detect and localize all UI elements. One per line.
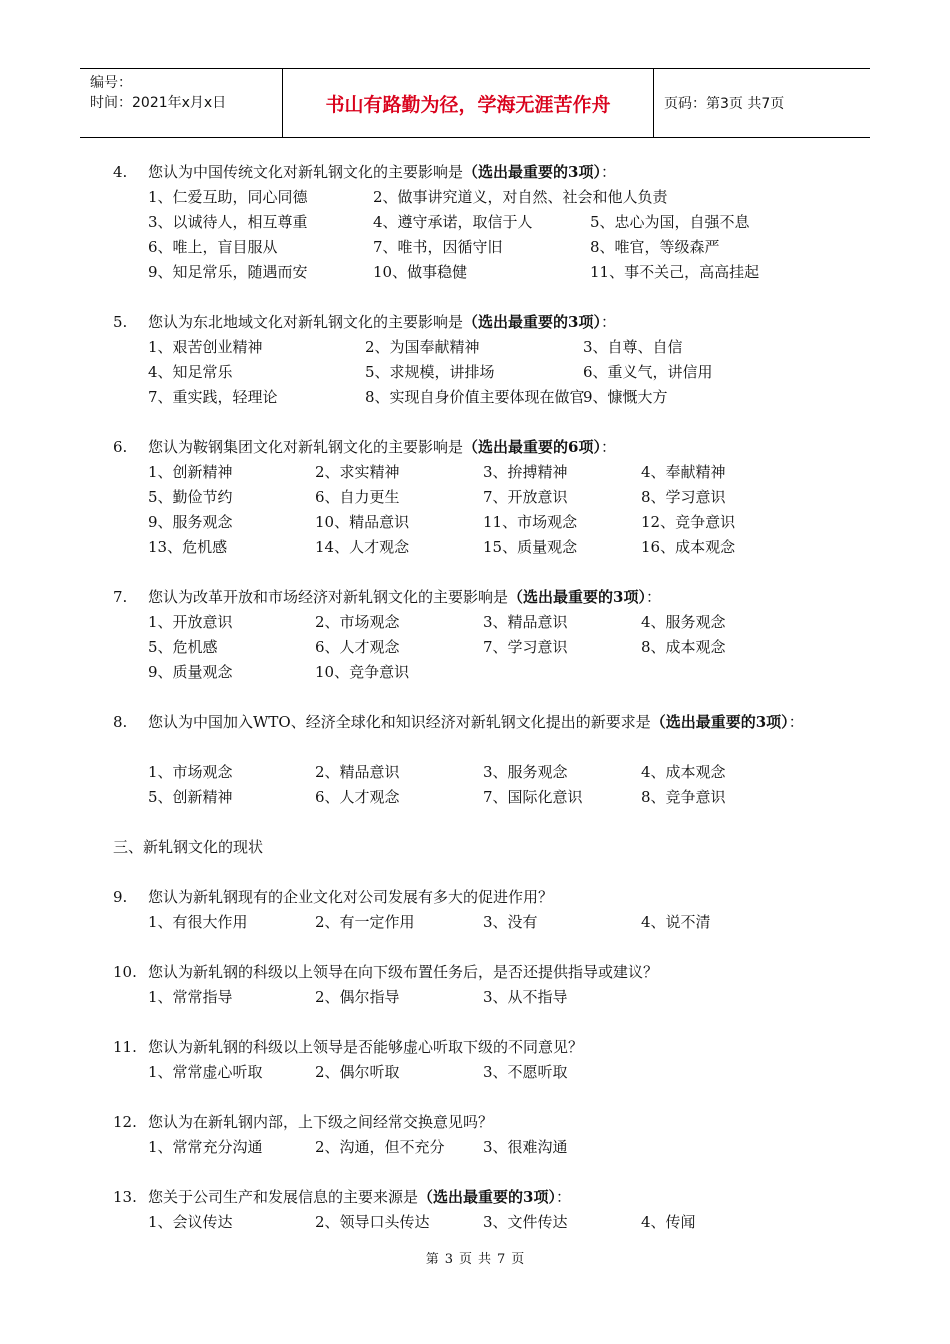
option-row: [113, 1135, 853, 1160]
option-item: 1、市场观念: [148, 763, 233, 781]
option-row: [113, 485, 853, 510]
option-row: [113, 360, 853, 385]
option-item: 1、开放意识: [148, 613, 233, 631]
question-line: [113, 310, 853, 335]
question-line: [113, 435, 853, 460]
option-item: 2、偶尔听取: [315, 1063, 400, 1081]
header-motto: 书山有路勤为径，学海无涯苦作舟: [282, 69, 654, 137]
question-text: 您认为改革开放和市场经济对新轧钢文化的主要影响是（选出最重要的3项）：: [148, 588, 661, 606]
option-row: [113, 260, 853, 285]
option-item: 8、竞争意识: [641, 788, 726, 806]
question-number: 5.: [113, 313, 128, 331]
option-item: 3、服务观念: [483, 763, 568, 781]
option-row: [113, 385, 853, 410]
question-line: [113, 710, 853, 760]
option-item: 9、慷慨大方: [583, 388, 668, 406]
option-item: 4、传闻: [641, 1213, 696, 1231]
question-text: 您关于公司生产和发展信息的主要来源是（选出最重要的3项）：: [148, 1188, 571, 1206]
option-row: [113, 785, 853, 810]
option-item: 7、国际化意识: [483, 788, 583, 806]
question-6: [113, 435, 853, 560]
option-item: 3、拚搏精神: [483, 463, 568, 481]
option-item: 3、自尊、自信: [583, 338, 683, 356]
option-item: 11、事不关己，高高挂起: [590, 263, 760, 281]
question-group-b: [113, 885, 853, 1235]
option-item: 9、质量观念: [148, 663, 233, 681]
date-label: 时间：2021年x月x日: [90, 95, 227, 111]
option-item: 2、市场观念: [315, 613, 400, 631]
question-10: [113, 960, 853, 1010]
option-item: 4、说不清: [641, 913, 711, 931]
option-row: [113, 910, 853, 935]
question-group-a: [113, 160, 853, 685]
question-11: [113, 1035, 853, 1085]
option-rows: [113, 760, 853, 810]
header-meta: [80, 69, 282, 137]
option-item: 4、奉献精神: [641, 463, 726, 481]
option-item: 16、成本观念: [641, 538, 736, 556]
option-item: 14、人才观念: [315, 538, 410, 556]
option-item: 1、常常指导: [148, 988, 233, 1006]
option-item: 7、唯书，因循守旧: [373, 238, 503, 256]
option-item: 11、市场观念: [483, 513, 578, 531]
option-item: 7、开放意识: [483, 488, 568, 506]
question-13: [113, 1185, 853, 1235]
option-item: 6、唯上，盲目服从: [148, 238, 278, 256]
option-row: [113, 185, 853, 210]
option-item: 3、文件传达: [483, 1213, 568, 1231]
question-text: 您认为东北地域文化对新轧钢文化的主要影响是（选出最重要的3项）：: [148, 313, 616, 331]
option-item: 3、不愿听取: [483, 1063, 568, 1081]
option-item: 2、做事讲究道义，对自然、社会和他人负责: [373, 188, 668, 206]
option-item: 10、竞争意识: [315, 663, 410, 681]
question-8: [113, 710, 853, 810]
question-text: 您认为新轧钢现有的企业文化对公司发展有多大的促进作用？: [148, 888, 554, 906]
option-item: 3、很难沟通: [483, 1138, 568, 1156]
option-item: 6、自力更生: [315, 488, 400, 506]
option-item: 12、竞争意识: [641, 513, 736, 531]
option-item: 4、知足常乐: [148, 363, 233, 381]
option-row: [113, 985, 853, 1010]
option-item: 2、偶尔指导: [315, 988, 400, 1006]
question-line: [113, 885, 853, 910]
question-text: 您认为鞍钢集团文化对新轧钢文化的主要影响是（选出最重要的6项）：: [148, 438, 616, 456]
option-item: 8、成本观念: [641, 638, 726, 656]
question-number: 12.: [113, 1113, 137, 1131]
question-number: 7.: [113, 588, 128, 606]
option-item: 2、精品意识: [315, 763, 400, 781]
option-item: 5、创新精神: [148, 788, 233, 806]
section-heading: 三、新轧钢文化的现状: [113, 838, 264, 856]
option-item: 3、没有: [483, 913, 538, 931]
option-item: 1、常常虚心听取: [148, 1063, 263, 1081]
option-item: 1、会议传达: [148, 1213, 233, 1231]
question-line: [113, 585, 853, 610]
option-row: [113, 1060, 853, 1085]
page-footer: 第 3 页 共 7 页: [425, 1252, 525, 1267]
question-line: [113, 1035, 853, 1060]
option-row: [113, 535, 853, 560]
question-number: 13.: [113, 1188, 137, 1206]
option-item: 13、危机感: [148, 538, 228, 556]
option-row: [113, 1210, 853, 1235]
question-text: 您认为中国加入WTO、经济全球化和知识经济对新轧钢文化提出的新要求是（选出最重要的3项）：: [148, 713, 804, 731]
option-item: 5、求规模，讲排场: [365, 363, 495, 381]
question-text: 您认为新轧钢的科级以上领导在向下级布置任务后，是否还提供指导或建议？: [148, 963, 659, 981]
option-row: [113, 760, 853, 785]
question-number: 4.: [113, 163, 128, 181]
option-item: 15、质量观念: [483, 538, 578, 556]
question-line: [113, 1110, 853, 1135]
question-text: 您认为新轧钢的科级以上领导是否能够虚心听取下级的不同意见？: [148, 1038, 584, 1056]
option-row: [113, 335, 853, 360]
option-item: 2、领导口头传达: [315, 1213, 430, 1231]
option-row: [113, 510, 853, 535]
option-item: 8、实现自身价值主要体现在做官: [365, 388, 585, 406]
option-row: [113, 210, 853, 235]
question-line: [113, 960, 853, 985]
question-number: 11.: [113, 1038, 137, 1056]
option-row: [113, 460, 853, 485]
option-item: 1、常常充分沟通: [148, 1138, 263, 1156]
option-row: [113, 235, 853, 260]
question-9: [113, 885, 853, 935]
question-number: 6.: [113, 438, 128, 456]
survey-content: [113, 160, 853, 1260]
option-item: 2、求实精神: [315, 463, 400, 481]
option-item: 10、做事稳健: [373, 263, 468, 281]
question-4: [113, 160, 853, 285]
question-7: [113, 585, 853, 685]
option-item: 9、知足常乐，随遇而安: [148, 263, 308, 281]
option-item: 4、成本观念: [641, 763, 726, 781]
option-item: 6、人才观念: [315, 638, 400, 656]
question-line: [113, 160, 853, 185]
option-row: [113, 610, 853, 635]
header-page-info: 页码：第3页 共7页: [664, 96, 785, 112]
option-item: 8、唯官，等级森严: [590, 238, 720, 256]
question-number: 10.: [113, 963, 137, 981]
option-item: 4、遵守承诺，取信于人: [373, 213, 533, 231]
question-12: [113, 1110, 853, 1160]
option-item: 7、学习意识: [483, 638, 568, 656]
option-item: 10、精品意识: [315, 513, 410, 531]
question-number: 8.: [113, 713, 128, 731]
option-item: 1、仁爱互助，同心同德: [148, 188, 308, 206]
option-item: 4、服务观念: [641, 613, 726, 631]
option-item: 6、人才观念: [315, 788, 400, 806]
page-header: [80, 68, 870, 138]
question-number: 9.: [113, 888, 128, 906]
option-item: 5、勤俭节约: [148, 488, 233, 506]
option-item: 2、有一定作用: [315, 913, 415, 931]
option-row: [113, 660, 853, 685]
option-item: 6、重义气，讲信用: [583, 363, 713, 381]
option-item: 2、沟通，但不充分: [315, 1138, 445, 1156]
option-item: 7、重实践，轻理论: [148, 388, 278, 406]
option-item: 3、以诚待人，相互尊重: [148, 213, 308, 231]
question-line: [113, 1185, 853, 1210]
option-item: 3、精品意识: [483, 613, 568, 631]
option-row: [113, 635, 853, 660]
question-text: 您认为中国传统文化对新轧钢文化的主要影响是（选出最重要的3项）：: [148, 163, 616, 181]
option-item: 1、有很大作用: [148, 913, 248, 931]
option-item: 5、危机感: [148, 638, 218, 656]
code-label: 编号：: [90, 75, 132, 91]
option-item: 9、服务观念: [148, 513, 233, 531]
option-item: 1、艰苦创业精神: [148, 338, 263, 356]
option-item: 8、学习意识: [641, 488, 726, 506]
question-text: 您认为在新轧钢内部，上下级之间经常交换意见吗？: [148, 1113, 494, 1131]
option-item: 3、从不指导: [483, 988, 568, 1006]
option-item: 2、为国奉献精神: [365, 338, 480, 356]
option-item: 5、忠心为国，自强不息: [590, 213, 750, 231]
question-5: [113, 310, 853, 410]
option-item: 1、创新精神: [148, 463, 233, 481]
